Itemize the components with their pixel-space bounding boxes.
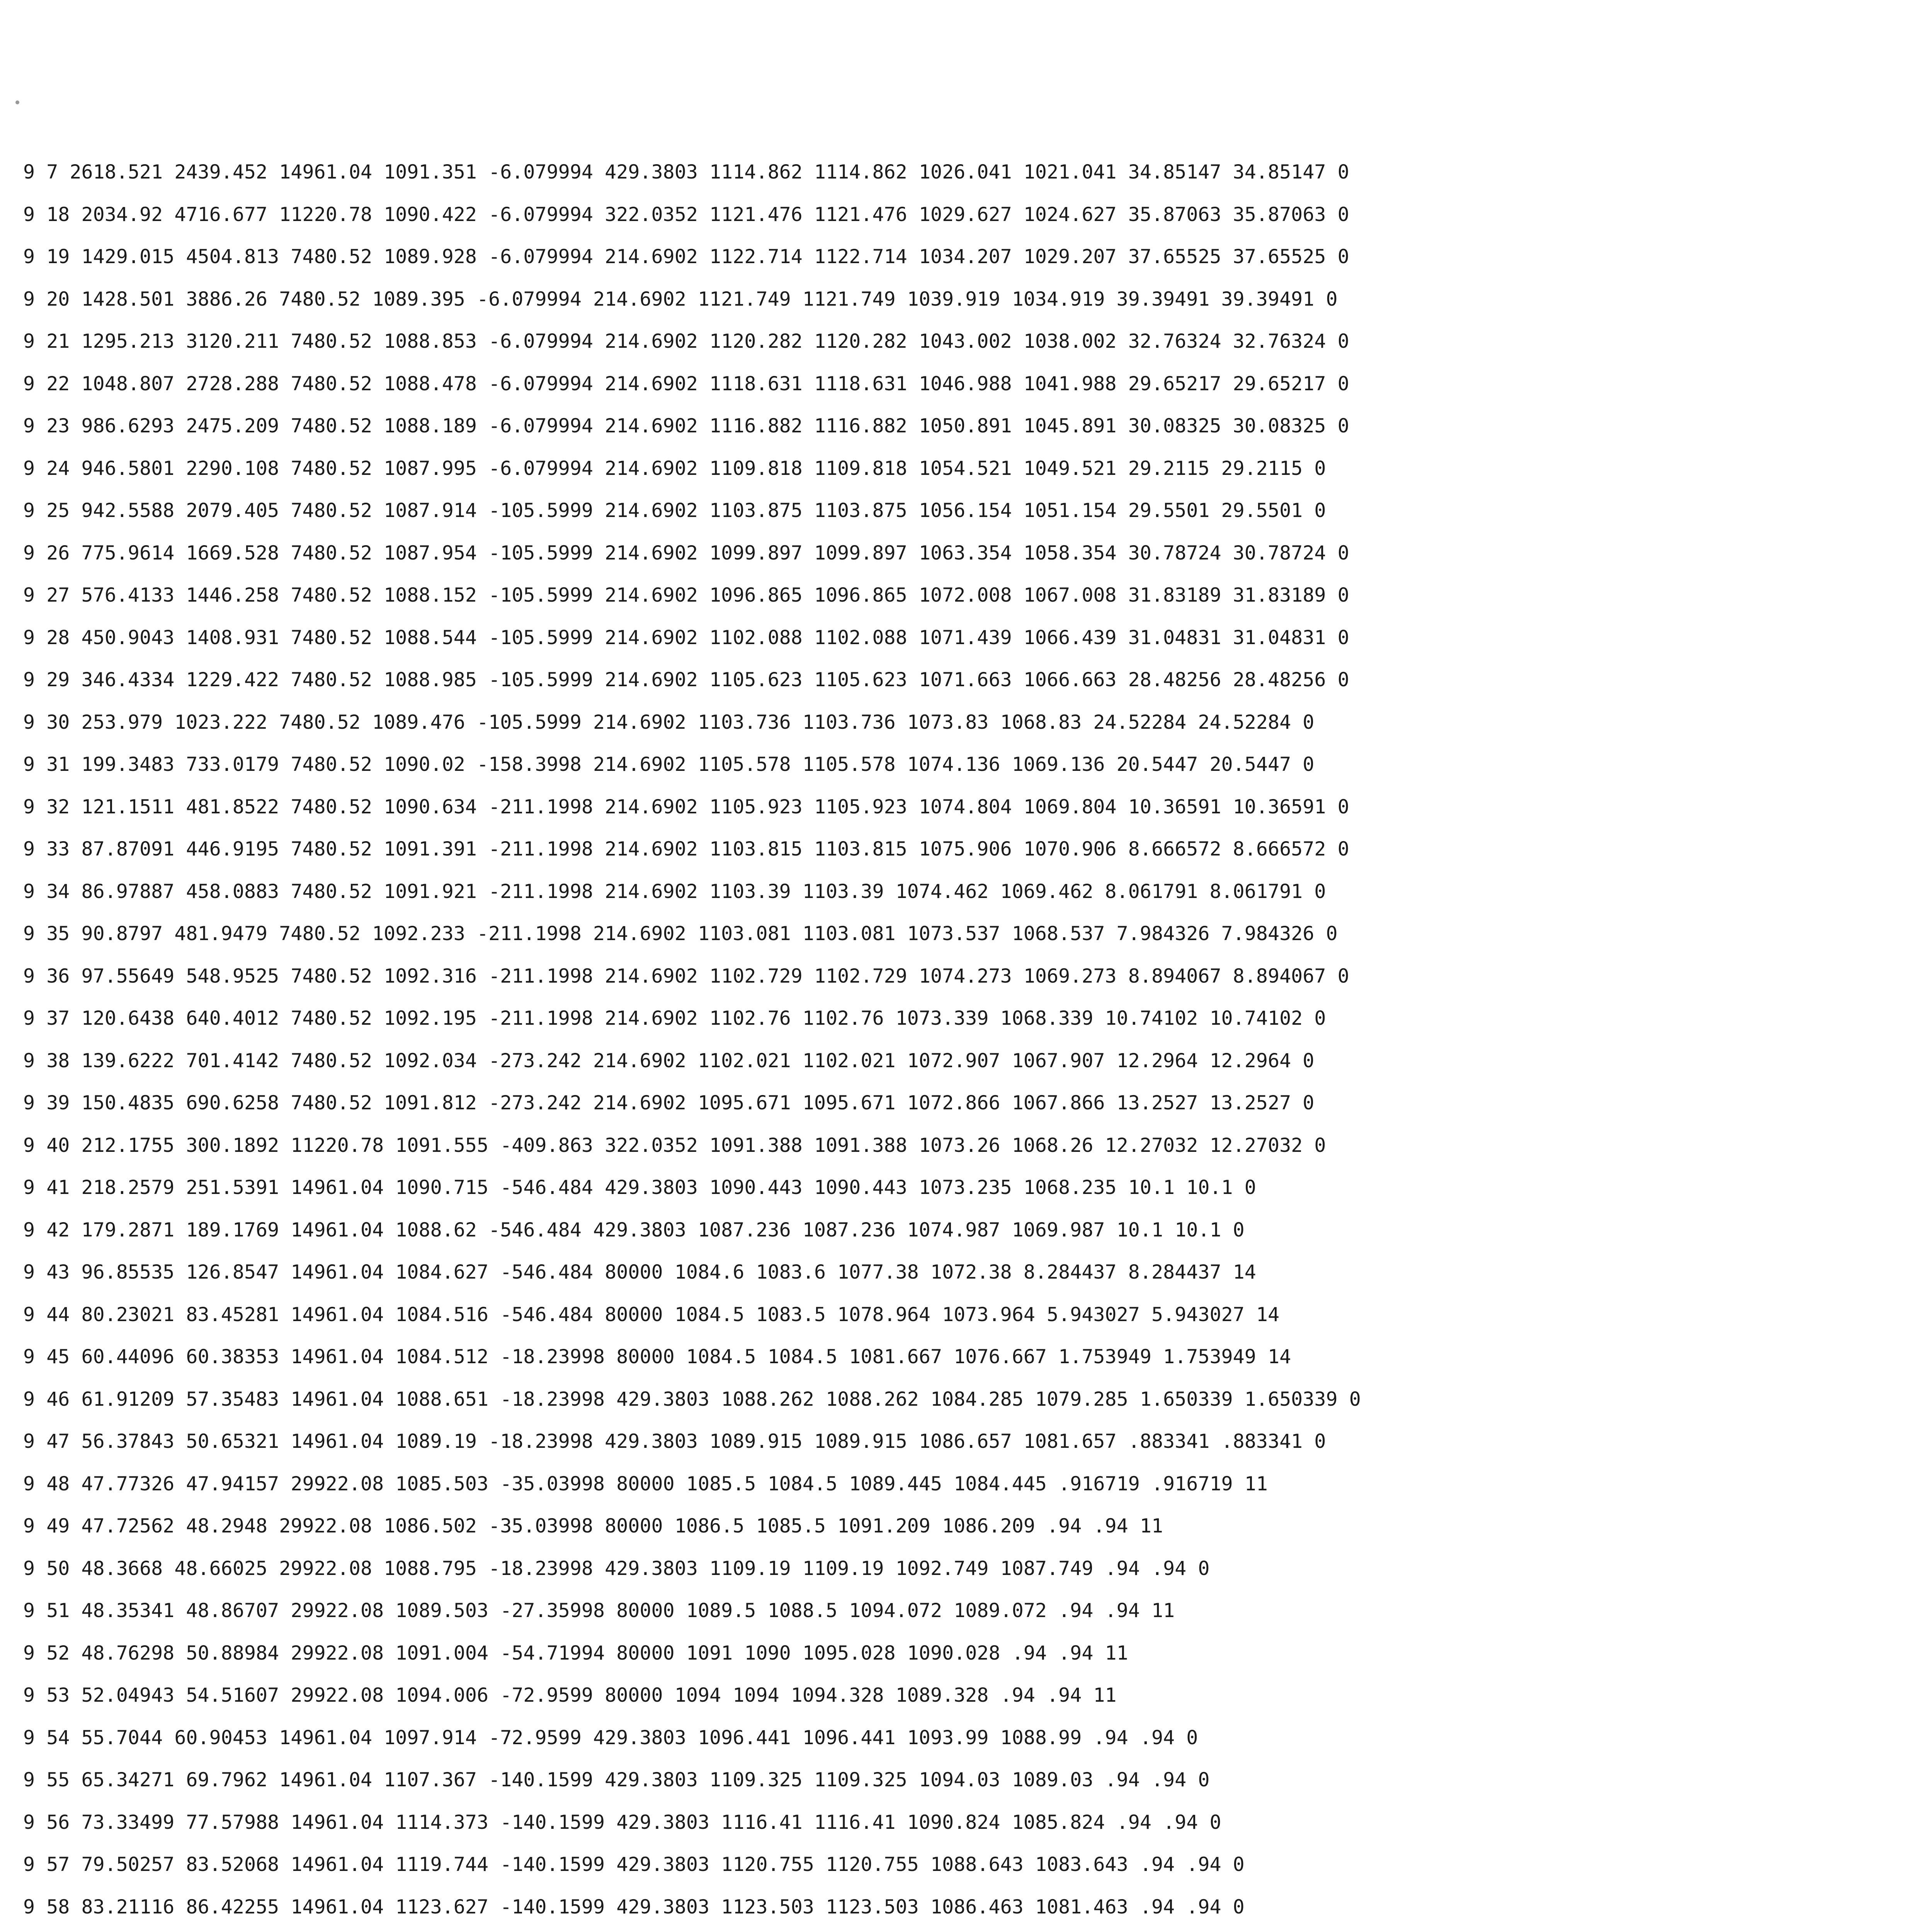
- data-row: 9 53 52.04943 54.51607 29922.08 1094.006 -72.9599 80000 1094 1094 1094.328 1089.328 .94 .94 11: [23, 1684, 1117, 1706]
- data-row: 9 38 139.6222 701.4142 7480.52 1092.034 -273.242 214.6902 1102.021 1102.021 1072.907 1067.907 12.2964 12.2964 0: [23, 1049, 1315, 1072]
- scan-speck: [15, 100, 19, 104]
- data-row: 9 55 65.34271 69.7962 14961.04 1107.367 -140.1599 429.3803 1109.325 1109.325 1094.03 1089.03 .94 .94 0: [23, 1769, 1210, 1791]
- data-row: 9 54 55.7044 60.90453 14961.04 1097.914 -72.9599 429.3803 1096.441 1096.441 1093.99 1088.99 .94 .94 0: [23, 1726, 1198, 1749]
- data-row: 9 27 576.4133 1446.258 7480.52 1088.152 -105.5999 214.6902 1096.865 1096.865 1072.008 1067.008 31.83189 31.83189 0: [23, 584, 1349, 606]
- data-row: 9 50 48.3668 48.66025 29922.08 1088.795 -18.23998 429.3803 1109.19 1109.19 1092.749 1087.749 .94 .94 0: [23, 1557, 1210, 1580]
- data-row: 9 18 2034.92 4716.677 11220.78 1090.422 -6.079994 322.0352 1121.476 1121.476 1029.627 1024.627 35.87063 35.87063 0: [23, 203, 1349, 226]
- data-row: 9 24 946.5801 2290.108 7480.52 1087.995 -6.079994 214.6902 1109.818 1109.818 1054.521 1049.521 29.2115 29.2115 0: [23, 457, 1326, 480]
- data-row: 9 57 79.50257 83.52068 14961.04 1119.744 -140.1599 429.3803 1120.755 1120.755 1088.643 1083.643 .94 .94 0: [23, 1853, 1245, 1876]
- data-row: 9 26 775.9614 1669.528 7480.52 1087.954 -105.5999 214.6902 1099.897 1099.897 1063.354 1058.354 30.78724 30.78724 0: [23, 541, 1349, 564]
- data-row: 9 28 450.9043 1408.931 7480.52 1088.544 -105.5999 214.6902 1102.088 1102.088 1071.439 1066.439 31.04831 31.04831 0: [23, 626, 1349, 649]
- data-row: 9 37 120.6438 640.4012 7480.52 1092.195 -211.1998 214.6902 1102.76 1102.76 1073.339 1068.339 10.74102 10.74102 0: [23, 1007, 1326, 1029]
- data-row: [23, 1930, 1245, 1932]
- data-row: 9 45 60.44096 60.38353 14961.04 1084.512 -18.23998 80000 1084.5 1084.5 1081.667 1076.667 1.753949 1.753949 14: [23, 1345, 1291, 1368]
- data-row: 9 43 96.85535 126.8547 14961.04 1084.627 -546.484 80000 1084.6 1083.6 1077.38 1072.38 8.284437 8.284437 14: [23, 1261, 1256, 1283]
- data-row: 9 42 179.2871 189.1769 14961.04 1088.62 -546.484 429.3803 1087.236 1087.236 1074.987 1069.987 10.1 10.1 0: [23, 1218, 1245, 1241]
- data-row: 9 39 150.4835 690.6258 7480.52 1091.812 -273.242 214.6902 1095.671 1095.671 1072.866 1067.866 13.2527 13.2527 0: [23, 1092, 1315, 1114]
- data-row: 9 22 1048.807 2728.288 7480.52 1088.478 -6.079994 214.6902 1118.631 1118.631 1046.988 1041.988 29.65217 29.65217 0: [23, 372, 1349, 395]
- data-row: 9 46 61.91209 57.35483 14961.04 1088.651 -18.23998 429.3803 1088.262 1088.262 1084.285 1079.285 1.650339 1.650339 0: [23, 1388, 1361, 1410]
- data-row: 9 25 942.5588 2079.405 7480.52 1087.914 -105.5999 214.6902 1103.875 1103.875 1056.154 1051.154 29.5501 29.5501 0: [23, 499, 1326, 522]
- data-row: 9 23 986.6293 2475.209 7480.52 1088.189 -6.079994 214.6902 1116.882 1116.882 1050.891 1045.891 30.08325 30.08325 0: [23, 415, 1349, 437]
- data-row: 9 56 73.33499 77.57988 14961.04 1114.373 -140.1599 429.3803 1116.41 1116.41 1090.824 1085.824 .94 .94 0: [23, 1811, 1221, 1833]
- data-row: 9 33 87.87091 446.9195 7480.52 1091.391 -211.1998 214.6902 1103.815 1103.815 1075.906 1070.906 8.666572 8.666572 0: [23, 838, 1349, 860]
- data-row: 9 48 47.77326 47.94157 29922.08 1085.503 -35.03998 80000 1085.5 1084.5 1089.445 1084.445 .916719 .916719 11: [23, 1472, 1268, 1495]
- data-row: 9 49 47.72562 48.2948 29922.08 1086.502 -35.03998 80000 1086.5 1085.5 1091.209 1086.209 .94 .94 11: [23, 1515, 1163, 1537]
- data-row: 9 20 1428.501 3886.26 7480.52 1089.395 -6.079994 214.6902 1121.749 1121.749 1039.919 1034.919 39.39491 39.39491 0: [23, 287, 1338, 310]
- data-row: 9 52 48.76298 50.88984 29922.08 1091.004 -54.71994 80000 1091 1090 1095.028 1090.028 .94 .94 11: [23, 1641, 1128, 1664]
- data-row: 9 51 48.35341 48.86707 29922.08 1089.503 -27.35998 80000 1089.5 1088.5 1094.072 1089.072 .94 .94 11: [23, 1599, 1175, 1622]
- data-row: 9 7 2618.521 2439.452 14961.04 1091.351 -6.079994 429.3803 1114.862 1114.862 1026.041 1021.041 34.85147 34.85147 0: [23, 161, 1349, 183]
- data-row: 9 29 346.4334 1229.422 7480.52 1088.985 -105.5999 214.6902 1105.623 1105.623 1071.663 1066.663 28.48256 28.48256 0: [23, 668, 1349, 691]
- data-row: 9 21 1295.213 3120.211 7480.52 1088.853 -6.079994 214.6902 1120.282 1120.282 1043.002 1038.002 32.76324 32.76324 0: [23, 330, 1349, 352]
- data-row: 9 58 83.21116 86.42255 14961.04 1123.627 -140.1599 429.3803 1123.503 1123.503 1086.463 1081.463 .94 .94 0: [23, 1895, 1245, 1918]
- data-row: 9 47 56.37843 50.65321 14961.04 1089.19 -18.23998 429.3803 1089.915 1089.915 1086.657 1081.657 .883341 .883341 0: [23, 1430, 1326, 1452]
- data-row: 9 31 199.3483 733.0179 7480.52 1090.02 -158.3998 214.6902 1105.578 1105.578 1074.136 1069.136 20.5447 20.5447 0: [23, 753, 1315, 776]
- data-row: 9 32 121.1511 481.8522 7480.52 1090.634 -211.1998 214.6902 1105.923 1105.923 1074.804 1069.804 10.36591 10.36591 0: [23, 795, 1349, 818]
- data-row: 9 34 86.97887 458.0883 7480.52 1091.921 -211.1998 214.6902 1103.39 1103.39 1074.462 1069.462 8.061791 8.061791 0: [23, 880, 1326, 903]
- data-row: 9 41 218.2579 251.5391 14961.04 1090.715 -546.484 429.3803 1090.443 1090.443 1073.235 1068.235 10.1 10.1 0: [23, 1176, 1256, 1199]
- data-row: 9 30 253.979 1023.222 7480.52 1089.476 -105.5999 214.6902 1103.736 1103.736 1073.83 1068.83 24.52284 24.52284 0: [23, 711, 1315, 733]
- data-row: 9 44 80.23021 83.45281 14961.04 1084.516 -546.484 80000 1084.5 1083.5 1078.964 1073.964 5.943027 5.943027 14: [23, 1303, 1280, 1326]
- data-row: 9 19 1429.015 4504.813 7480.52 1089.928 -6.079994 214.6902 1122.714 1122.714 1034.207 1029.207 37.65525 37.65525 0: [23, 245, 1349, 268]
- data-row: 9 35 90.8797 481.9479 7480.52 1092.233 -211.1998 214.6902 1103.081 1103.081 1073.537 1068.537 7.984326 7.984326 0: [23, 922, 1338, 945]
- data-row: 9 36 97.55649 548.9525 7480.52 1092.316 -211.1998 214.6902 1102.729 1102.729 1074.273 1069.273 8.894067 8.894067 0: [23, 964, 1349, 987]
- data-row: 9 40 212.1755 300.1892 11220.78 1091.555 -409.863 322.0352 1091.388 1091.388 1073.26 1068.26 12.27032 12.27032 0: [23, 1134, 1326, 1156]
